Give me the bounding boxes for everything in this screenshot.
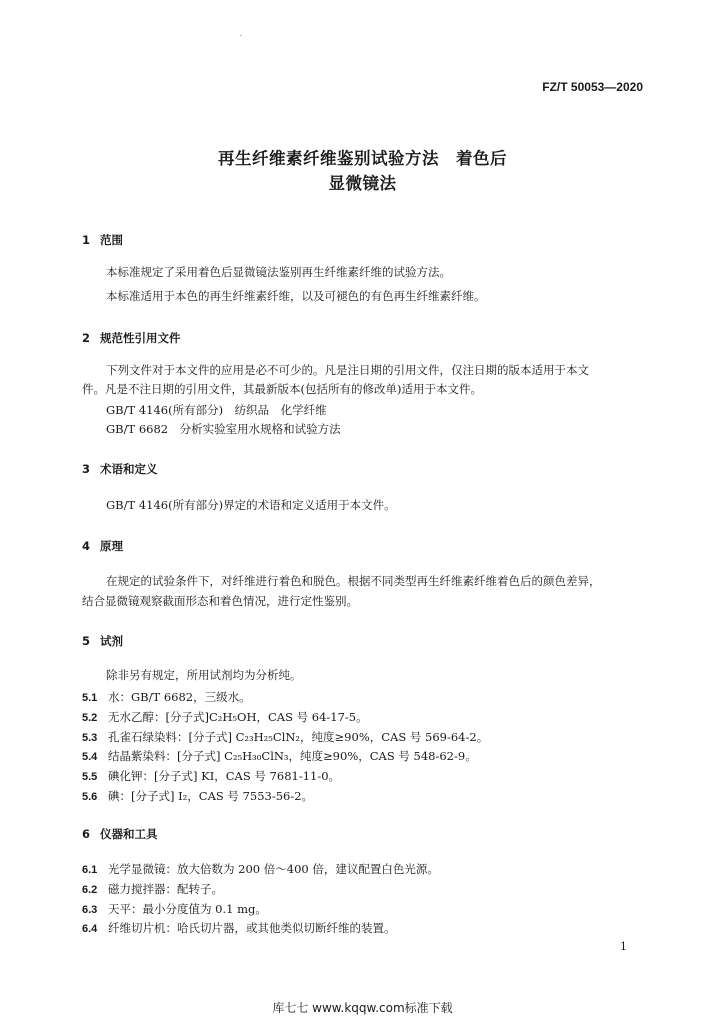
apparatus-item [82,861,439,877]
item-text: 纤维切片机：哈氏切片器，或其他类似切断纤维的装置。 [108,921,396,935]
scope-paragraph-1: 本标准规定了采用着色后显微镜法鉴别再生纤维素纤维的试验方法。 [106,265,451,279]
section-heading-reagents [82,633,123,649]
section-heading-normative-references [82,330,181,346]
section-heading-principle [82,538,123,554]
reagent-item [82,748,477,764]
section-number: 3 [82,462,91,476]
standard-number: FZ/T 50053—2020 [542,80,643,94]
item-number: 5.5 [82,771,98,783]
section-title: 术语和定义 [100,462,158,476]
section-title: 仪器和工具 [100,827,158,841]
item-number: 6.3 [82,904,98,916]
item-text: 碘化钾：[分子式] KI，CAS 号 7681-11-0。 [108,769,341,783]
reference-item: GB/T 4146(所有部分) 纺织品 化学纤维 [106,403,327,417]
item-text: 水：GB/T 6682，三级水。 [108,690,251,704]
section-heading-apparatus [82,826,158,842]
section-number: 1 [82,233,91,247]
section-number: 6 [82,827,91,841]
section-heading-scope [82,232,123,248]
item-number: 5.6 [82,791,98,803]
document-title-line1: 再生纤维素纤维鉴别试验方法 着色后 [218,149,507,168]
item-number: 5.4 [82,751,98,763]
item-text: 孔雀石绿染料：[分子式] C₂₃H₂₅ClN₂，纯度≥90%，CAS 号 569-64-2。 [108,730,489,744]
scan-speck [240,35,242,36]
item-number: 5.1 [82,692,98,704]
section-title: 范围 [100,233,123,247]
item-text: 光学显微镜：放大倍数为 200 倍～400 倍，建议配置白色光源。 [108,862,439,876]
section-number: 4 [82,539,91,553]
section-title: 原理 [100,539,123,553]
reagent-item [82,709,368,725]
apparatus-item [82,881,223,897]
reference-item: GB/T 6682 分析实验室用水规格和试验方法 [106,422,341,436]
apparatus-item [82,920,396,936]
item-text: 磁力搅拌器：配转子。 [108,882,223,896]
reagent-item [82,788,313,804]
apparatus-item [82,901,267,917]
item-text: 无水乙醇：[分子式]C₂H₅OH，CAS 号 64-17-5。 [108,710,368,724]
references-paragraph-line2: 件。凡是不注日期的引用文件，其最新版本(包括所有的修改单)适用于本文件。 [82,382,482,396]
reagent-item [82,729,488,745]
section-title: 试剂 [100,634,123,648]
section-heading-terms [82,461,158,477]
references-paragraph-line1: 下列文件对于本文件的应用是必不可少的。凡是注日期的引用文件，仅注日期的版本适用于本文 [106,363,589,377]
item-number: 6.1 [82,864,98,876]
item-number: 5.2 [82,712,98,724]
terms-paragraph: GB/T 4146(所有部分)界定的术语和定义适用于本文件。 [106,498,396,512]
reagent-item [82,768,340,784]
section-number: 5 [82,634,91,648]
item-number: 6.4 [82,923,98,935]
footer-watermark-text: 库七七 www.kqqw.com标准下载 [272,1001,453,1015]
item-text: 天平：最小分度值为 0.1 mg。 [108,902,267,916]
reagents-intro: 除非另有规定，所用试剂均为分析纯。 [106,668,302,682]
section-title: 规范性引用文件 [100,331,181,345]
item-text: 结晶紫染料：[分子式] C₂₅H₃₀ClN₃，纯度≥90%，CAS 号 548-62-9。 [108,749,477,763]
section-number: 2 [82,331,91,345]
scope-paragraph-2: 本标准适用于本色的再生纤维素纤维，以及可褪色的有色再生纤维素纤维。 [106,289,486,303]
reagent-item [82,689,251,705]
item-number: 6.2 [82,884,98,896]
item-text: 碘：[分子式] I₂，CAS 号 7553-56-2。 [108,789,314,803]
principle-paragraph-line1: 在规定的试验条件下，对纤维进行着色和脱色。根据不同类型再生纤维素纤维着色后的颜色差异， [106,574,601,588]
page-number: 1 [620,940,627,953]
document-title-line2: 显微镜法 [328,174,397,193]
item-number: 5.3 [82,732,98,744]
principle-paragraph-line2: 结合显微镜观察截面形态和着色情况，进行定性鉴别。 [82,594,358,608]
